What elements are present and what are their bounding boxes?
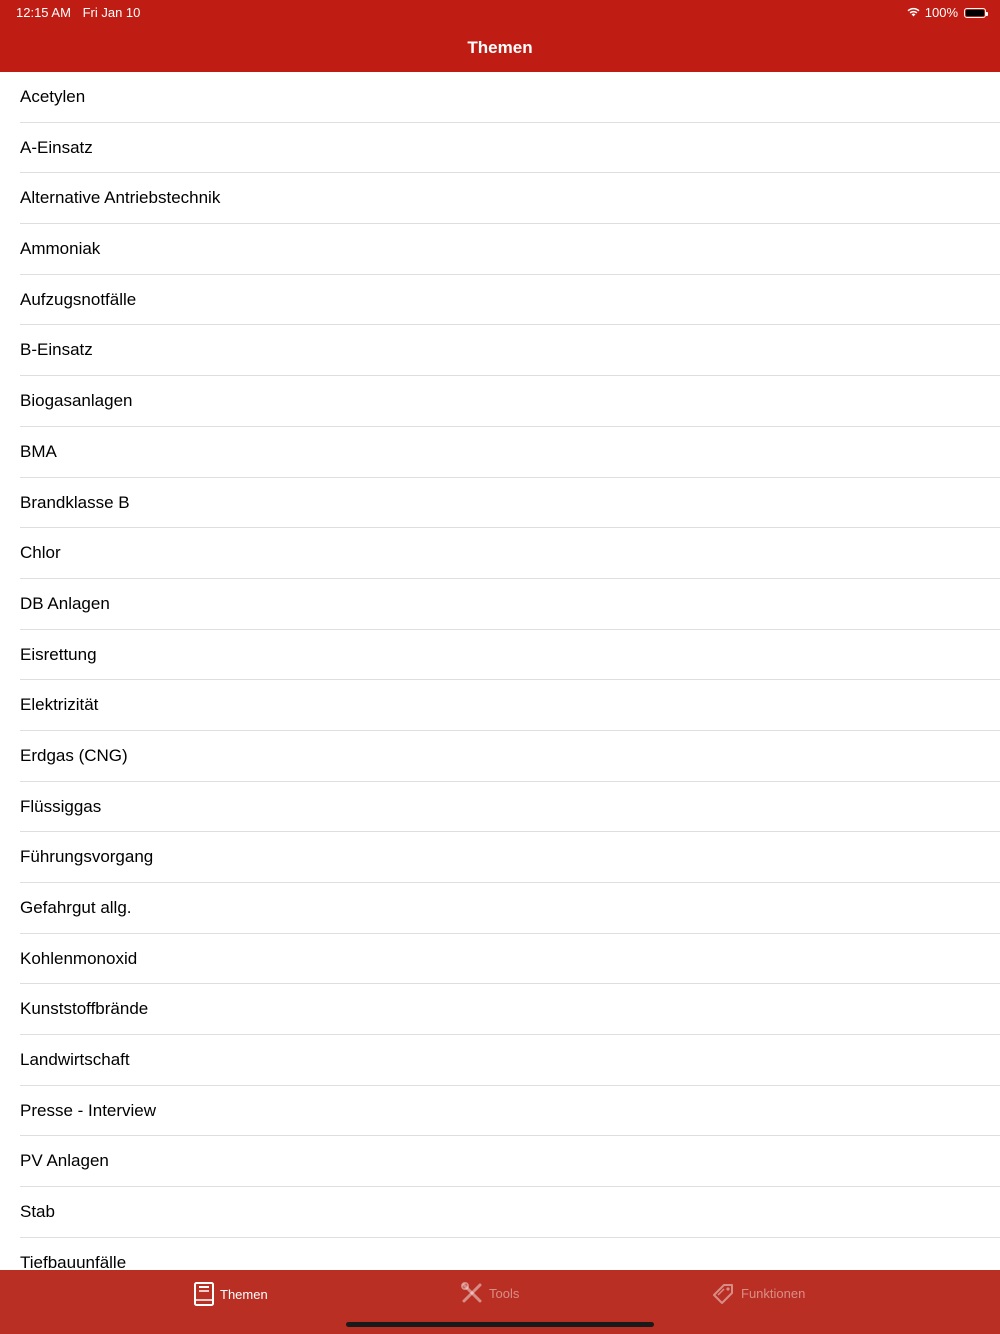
list-item-label: Biogasanlagen xyxy=(20,391,133,411)
list-item-label: B-Einsatz xyxy=(20,340,93,360)
list-item-label: A-Einsatz xyxy=(20,137,93,157)
list-item-label: DB Anlagen xyxy=(20,593,110,613)
status-time: 12:15 AM xyxy=(16,5,71,20)
tab-themen-label: Themen xyxy=(220,1286,268,1302)
list-item-label: Brandklasse B xyxy=(20,492,130,512)
battery-percent: 100% xyxy=(924,5,958,20)
list-item-label: Aufzugsnotfälle xyxy=(20,289,137,309)
tab-tools[interactable] xyxy=(461,1282,519,1304)
tab-themen[interactable] xyxy=(194,1282,268,1306)
list-item[interactable] xyxy=(0,224,1000,275)
list-item[interactable] xyxy=(0,883,1000,934)
list-item[interactable] xyxy=(0,579,1000,630)
list-item-label: Gefahrgut allg. xyxy=(20,898,132,917)
list-item[interactable] xyxy=(0,1238,1000,1270)
list-item-label: Kohlenmonoxid xyxy=(20,948,138,968)
list-item-label: Elektrizität xyxy=(20,695,99,715)
list-item[interactable] xyxy=(0,680,1000,731)
list-item-label: BMA xyxy=(20,441,57,461)
list-item-label: Alternative Antriebstechnik xyxy=(20,188,221,208)
list-item[interactable] xyxy=(0,1136,1000,1187)
list-item-label: PV Anlagen xyxy=(20,1151,109,1171)
list-item[interactable] xyxy=(0,782,1000,833)
status-indicators xyxy=(906,5,986,20)
list-item-label: Stab xyxy=(20,1202,55,1222)
list-item[interactable] xyxy=(0,325,1000,376)
tag-icon xyxy=(711,1282,735,1304)
wifi-icon xyxy=(906,5,921,20)
status-bar xyxy=(0,0,1000,24)
list-item-label: Acetylen xyxy=(20,87,86,106)
home-indicator xyxy=(346,1322,654,1327)
navigation-bar xyxy=(0,24,1000,72)
list-item-label: Landwirtschaft xyxy=(20,1050,130,1070)
list-item-label: Tiefbauunfälle xyxy=(20,1252,127,1270)
list-item[interactable] xyxy=(0,376,1000,427)
tab-funktionen[interactable] xyxy=(711,1282,805,1304)
list-item[interactable] xyxy=(0,123,1000,174)
list-item[interactable] xyxy=(0,72,1000,123)
list-item[interactable] xyxy=(0,1086,1000,1137)
list-item-label: Erdgas (CNG) xyxy=(20,745,128,765)
battery-icon xyxy=(964,8,986,18)
list-item-label: Eisrettung xyxy=(20,644,97,664)
list-item-label: Chlor xyxy=(20,543,61,563)
list-item[interactable] xyxy=(0,984,1000,1035)
list-item[interactable] xyxy=(0,1187,1000,1238)
list-item[interactable] xyxy=(0,731,1000,782)
list-item-label: Kunststoffbrände xyxy=(20,999,149,1019)
page-title: Themen xyxy=(467,38,533,57)
tab-funktionen-label: Funktionen xyxy=(741,1285,806,1301)
tab-tools-label: Tools xyxy=(489,1285,520,1301)
list-item[interactable] xyxy=(0,275,1000,326)
list-item[interactable] xyxy=(0,832,1000,883)
list-item-label: Ammoniak xyxy=(20,239,101,259)
list-item-label: Presse - Interview xyxy=(20,1100,157,1120)
status-date: Fri Jan 10 xyxy=(82,5,141,20)
list-item[interactable] xyxy=(0,427,1000,478)
themes-list xyxy=(0,72,1000,1270)
list-item[interactable] xyxy=(0,173,1000,224)
status-time-date xyxy=(16,5,148,20)
list-item[interactable] xyxy=(0,1035,1000,1086)
list-item[interactable] xyxy=(0,478,1000,529)
list-item[interactable] xyxy=(0,528,1000,579)
tools-icon xyxy=(461,1282,483,1304)
list-item-label: Flüssiggas xyxy=(20,796,102,816)
list-item-label: Führungsvorgang xyxy=(20,847,154,867)
list-item[interactable] xyxy=(0,934,1000,985)
book-icon xyxy=(194,1282,214,1306)
list-item[interactable] xyxy=(0,630,1000,681)
